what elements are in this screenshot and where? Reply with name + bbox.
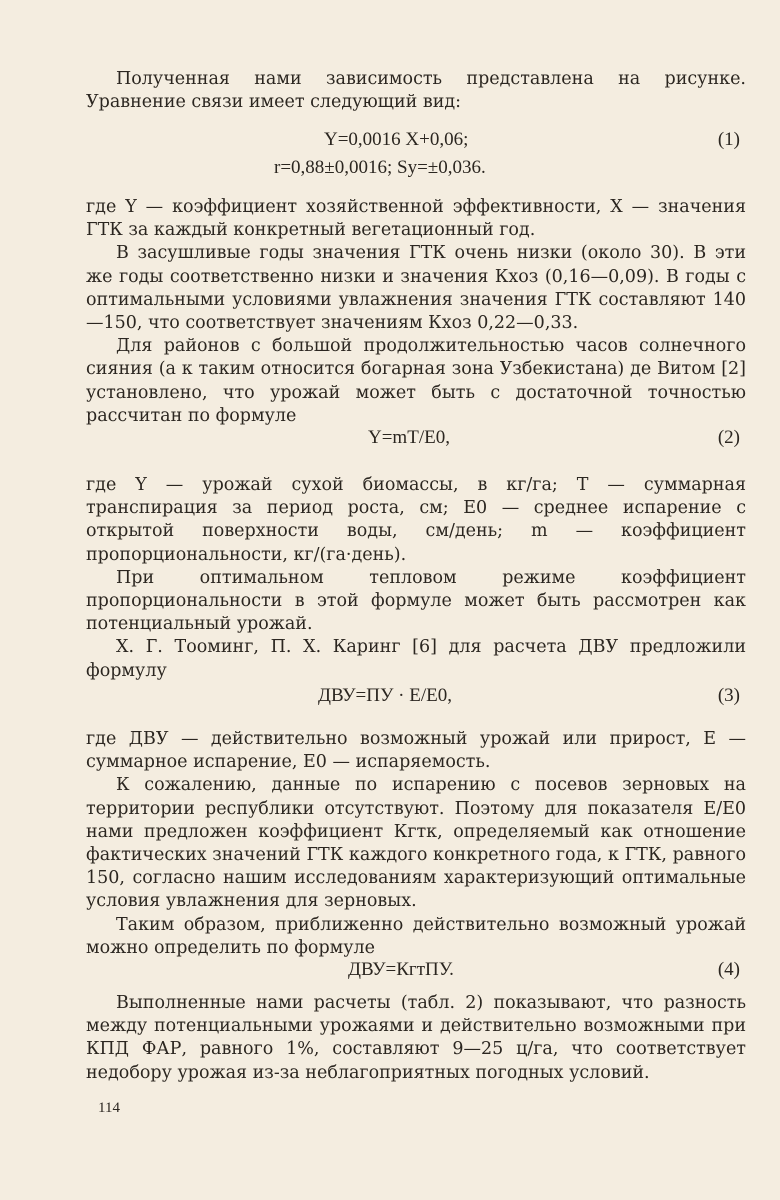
paragraph-8: где ДВУ — действительно возможный урожай или прирост, E — суммарное испарение, E0 — испаряемость. [86,729,746,773]
text-body-1 [86,196,746,428]
paragraph-7: Х. Г. Тооминг, П. Х. Каринг [6] для расчета ДВУ предложили формулу [86,637,746,681]
paragraph-5: где Y — урожай сухой биомассы, в кг/га; T — суммарная транспирация за период роста, см; E0 — среднее испарение с открытой поверхности воды, см/день; m — коэффициент пропорциональности, кг/(га·день). [86,475,746,565]
paragraph-2: где Y — коэффициент хозяйственной эффективности, X — значения ГТК за каждый конкретный вегетационный год. [86,197,746,241]
formula-2: Y=mT/E0, (2) [368,427,740,448]
page-number: 114 [98,1100,120,1116]
paragraph-1: Полученная нами зависимость представлена на рисунке. Уравнение связи имеет следующий вид: [86,69,746,113]
paragraph-3: В засушливые годы значения ГТК очень низки (около 30). В эти же годы соответственно низки и значения Кхоз (0,16—0,09). В годы с оптимальными условиями увлажнения значения ГТК составляют 140—150, что соответствует значениям Кхоз 0,22—0,33. [86,243,746,334]
paragraph-6: При оптимальном тепловом режиме коэффициент пропорциональности в этой формуле может быть рассмотрен как потенциальный урожай. [86,567,746,635]
text-body-3 [86,728,746,960]
text-body-4 [86,992,746,1085]
formula-1: Y=0,0016 X+0,06; (1) [324,129,740,150]
paragraph-11: Выполненные нами расчеты (табл. 2) показывают, что разность между потенциальными урожаями и действительно возможными при КПД ФАР, равного 1%, составляют 9—25 ц/га, что соответствует недобору урожая из-за неблагоприятных погодных условий. [86,993,746,1083]
formula-4: ДВУ=КгтПУ. (4) [348,959,740,980]
formula-1-stats: r=0,88±0,0016; Sy=±0,036. [274,157,486,178]
text-body-2 [86,474,746,683]
paragraph-9: К сожалению, данные по испарению с посевов зерновых на территории республики отсутствуют. Поэтому для показателя E/E0 нами предложен коэффициент Кгтк, определяемый как отношение фактических значений ГТК каждого конкретного года, к ГТК, равного 150, согласно нашим исследованиям характеризующий оптимальные условия увлажнения для зерновых. [86,775,746,912]
formula-3: ДВУ=ПУ · E/E0, (3) [318,685,740,706]
paragraph-4: Для районов с большой продолжительностью часов солнечного сияния (а к таким относится богарная зона Узбекистана) де Витом [2] установлено, что урожай может быть с достаточной точностью рассчитан по формуле [86,336,746,426]
paragraph-10: Таким образом, приближенно действительно возможный урожай можно определить по формуле [86,914,746,958]
